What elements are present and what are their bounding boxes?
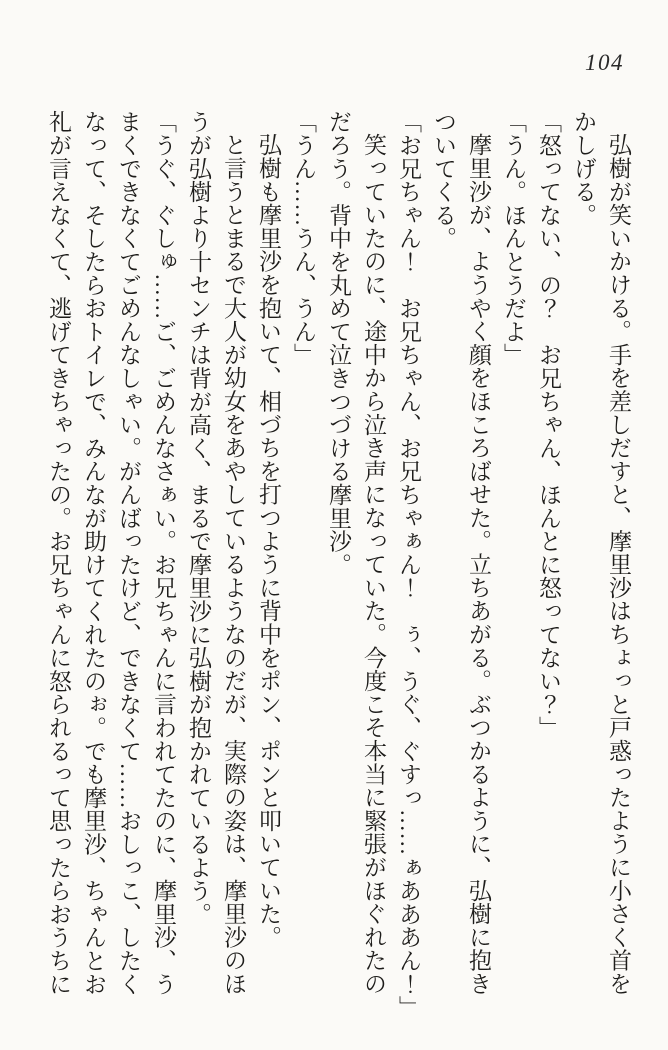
page-number: 104 bbox=[585, 50, 624, 75]
text-line: かしげる。 bbox=[571, 110, 596, 227]
text-line: 「うん……うん、うん」 bbox=[291, 110, 316, 367]
text-line: ついてくる。 bbox=[431, 110, 456, 250]
text-line: 「うぐ、ぐしゅ……ご、ごめんなさぁい。お兄ちゃんに言われてたのに、摩里沙、う bbox=[151, 110, 176, 996]
text-line: 摩里沙が、ようやく顔をほころばせた。立ちあがる。ぶつかるように、弘樹に抱き bbox=[466, 133, 491, 996]
text-block bbox=[36, 110, 636, 1022]
text-line: 礼が言えなくて、逃げてきちゃったの。お兄ちゃんに怒られるって思ったらおうちに bbox=[46, 110, 71, 996]
text-line: 「怒ってない、の？ お兄ちゃん、ほんとに怒ってない？」 bbox=[536, 110, 561, 740]
text-line: と言うとまるで大人が幼女をあやしているようなのだが、実際の姿は、摩里沙のほ bbox=[221, 133, 246, 996]
text-line: 「お兄ちゃん！ お兄ちゃん、お兄ちゃぁん！ ぅ、うぐ、ぐすっ……ぁあああん！」 bbox=[396, 110, 421, 1019]
text-line: うが弘樹より十センチは背が高く、まるで摩里沙に弘樹が抱かれているよう。 bbox=[186, 110, 211, 926]
text-line: 笑っていたのに、途中から泣き声になっていた。今度こそ本当に緊張がほぐれたの bbox=[361, 133, 386, 996]
text-line: 「うん。ほんとうだよ」 bbox=[501, 110, 526, 367]
text-line: だろう。背中を丸めて泣きつづける摩里沙。 bbox=[326, 110, 351, 576]
text-line: なって、そしたらおトイレで、みんなが助けてくれたのぉ。でも摩里沙、ちゃんとお bbox=[81, 110, 106, 996]
text-line: まくできなくてごめんなしゃい。がんばったけど、できなくて……おしっこ、したく bbox=[116, 110, 141, 996]
text-line: 弘樹も摩里沙を抱いて、相づちを打つように背中をポン、ポンと叩いていた。 bbox=[256, 133, 281, 949]
text-line: 弘樹が笑いかける。手を差しだすと、摩里沙はちょっと戸惑ったように小さく首を bbox=[606, 133, 631, 996]
